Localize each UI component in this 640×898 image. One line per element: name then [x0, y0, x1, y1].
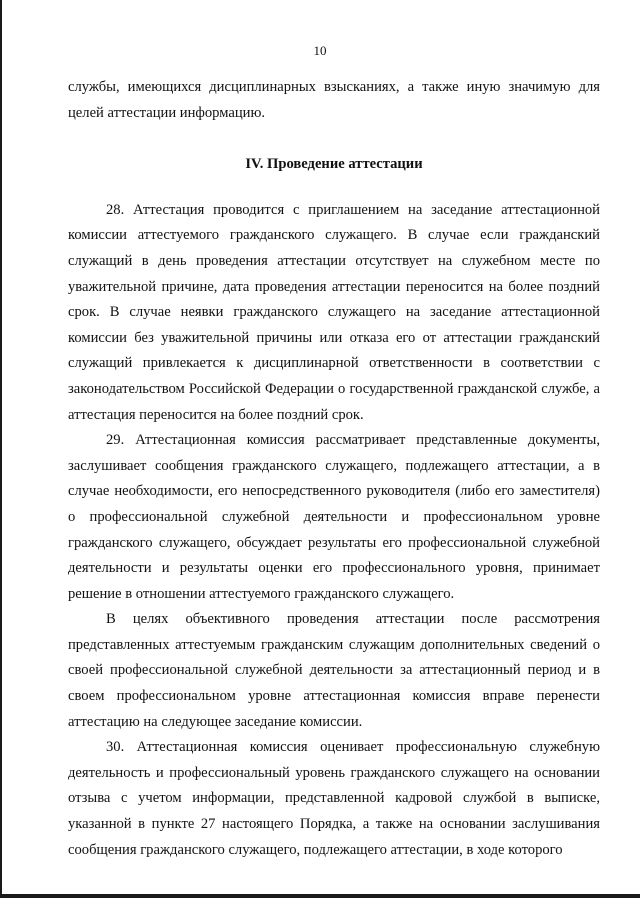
section-heading: IV. Проведение аттестации	[245, 156, 423, 173]
scan-left-edge	[0, 0, 2, 898]
paragraph-continuation: службы, имеющихся дисциплинарных взысканиях, а также иную значимую для целей аттестации информацию.	[68, 79, 600, 121]
page-number: 10	[313, 43, 327, 58]
document-body	[68, 75, 600, 863]
paragraph-29: 29. Аттестационная комиссия рассматривает представленные документы, заслушивает сообщения гражданского служащего, подлежащего аттестации, а в случае необходимости, его непосредственного руководителя (либо его заместителя) о профессиональной служебной деятельности и профессиональном уровне гражданского служащего, обсуждает результаты его профессиональной служебной деятельности и результаты оценки его профессионального уровня, принимает решение в отношении аттестуемого гражданского служащего.	[68, 432, 600, 602]
paragraph-29-continued: В целях объективного проведения аттестации после рассмотрения представленных аттестуемым гражданским служащим дополнительных сведений о своей профессиональной служебной деятельности за аттестационный период и в своем профессиональном уровне аттестационная комиссия вправе перенести аттестацию на следующее заседание комиссии.	[68, 611, 600, 730]
scan-bottom-edge	[0, 894, 640, 898]
paragraph-28: 28. Аттестация проводится с приглашением на заседание аттестационной комиссии аттестуемого гражданского служащего. В случае если гражданский служащий в день проведения аттестации отсутствует на служебном месте по уважительной причине, дата проведения аттестации переносится на более поздний срок. В случае неявки гражданского служащего на заседание аттестационной комиссии без уважительной причины или отказа его от аттестации гражданский служащий привлекается к дисциплинарной ответственности в соответствии с законодательством Российской Федерации о государственной гражданской службе, а аттестация переносится на более поздний срок.	[68, 201, 600, 423]
paragraph-30: 30. Аттестационная комиссия оценивает профессиональную служебную деятельность и профессиональный уровень гражданского служащего на основании отзыва с учетом информации, представленной кадровой службой в выписке, указанной в пункте 27 настоящего Порядка, а также на основании заслушивания сообщения гражданского служащего, подлежащего аттестации, в ходе которого	[68, 739, 600, 858]
